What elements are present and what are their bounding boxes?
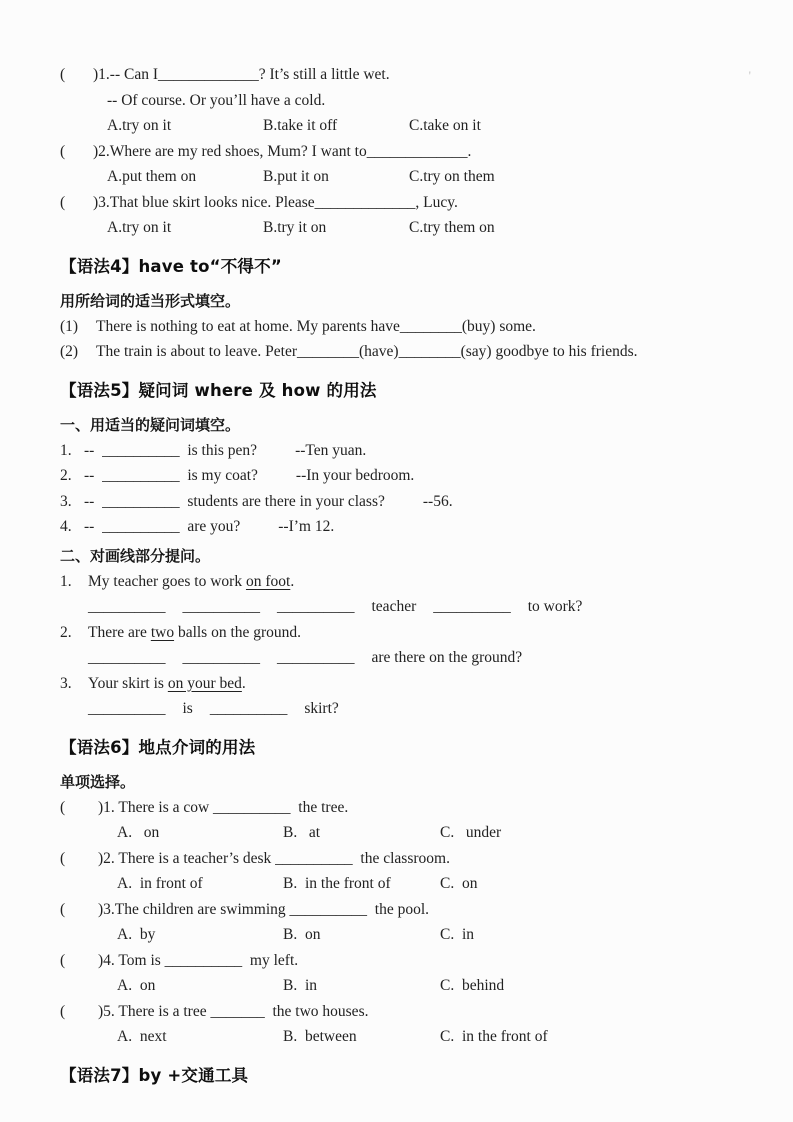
question-word-item-1 xyxy=(60,438,745,464)
option-c: C. in the front of xyxy=(440,1028,548,1045)
sentence-suffix: balls on the ground. xyxy=(174,623,302,641)
item-text: The train is about to leave. Peter________(have)________(say) goodbye to his friends. xyxy=(96,343,638,360)
item-number: 2. xyxy=(60,467,72,484)
question-text: )1.-- Can I_____________? It’s still a little wet. xyxy=(93,66,390,83)
options-row-3 xyxy=(60,922,745,948)
option-c: C. in xyxy=(440,926,475,943)
rewrite-item-1 xyxy=(60,569,745,595)
blank-token: __________ xyxy=(433,598,511,615)
word-token: are there on the ground? xyxy=(371,649,523,666)
underlined-phrase: two xyxy=(150,623,175,641)
question-word-item-4 xyxy=(60,514,745,540)
underlined-phrase: on your bed xyxy=(167,674,242,692)
options-row-2 xyxy=(60,871,745,897)
option-b: B. between xyxy=(283,1028,357,1045)
question-text-continued: -- Of course. Or you’ll have a cold. xyxy=(107,91,326,109)
option-b: B. in xyxy=(283,977,318,994)
option-b: B.try it on xyxy=(263,219,327,236)
section-grammar6 xyxy=(60,735,745,1050)
option-a: A. on xyxy=(117,824,160,841)
question-text: )2.Where are my red shoes, Mum? I want to_____________. xyxy=(93,142,472,160)
question-text: )3.The children are swimming __________ the pool. xyxy=(98,900,430,918)
item-answer: --56. xyxy=(422,492,453,510)
item-number: 4. xyxy=(60,518,72,535)
answer-bracket: ( xyxy=(60,1002,66,1020)
answer-bracket: ( xyxy=(60,66,66,83)
answer-bracket: ( xyxy=(60,900,66,918)
answer-bracket: ( xyxy=(60,193,66,211)
rewrite-answer-line-1 xyxy=(60,594,745,620)
option-c: C. under xyxy=(440,824,502,841)
item-question: -- __________ is my coat? xyxy=(84,467,258,484)
item-answer: --I’m 12. xyxy=(278,518,335,535)
section-title: 【语法7】by +交通工具 xyxy=(60,1065,249,1085)
option-a: A. on xyxy=(117,977,156,994)
section-grammar4 xyxy=(60,254,745,365)
fill-item-1 xyxy=(60,314,745,340)
sentence-suffix: . xyxy=(241,674,246,692)
question-text: )1. There is a cow __________ the tree. xyxy=(98,798,349,816)
question-word-item-3 xyxy=(60,489,745,515)
mc-question-3 xyxy=(60,897,745,923)
item-answer: --In your bedroom. xyxy=(295,467,415,484)
options-row-3 xyxy=(60,215,745,241)
word-token: skirt? xyxy=(304,700,339,717)
option-a: A. next xyxy=(117,1028,167,1045)
blank-token: __________ xyxy=(182,598,260,615)
section-grammar7 xyxy=(60,1063,745,1089)
word-token: to work? xyxy=(527,598,583,615)
instruction-text: 单项选择。 xyxy=(60,772,136,791)
item-number: 2. xyxy=(60,623,72,641)
options-row-5 xyxy=(60,1024,745,1050)
answer-bracket: ( xyxy=(60,951,66,969)
option-b: B. at xyxy=(283,824,321,841)
rewrite-answer-line-3 xyxy=(60,696,745,722)
scan-artifact: ' xyxy=(748,68,751,83)
item-number: (2) xyxy=(60,343,79,360)
answer-bracket: ( xyxy=(60,849,66,867)
option-b: B. in the front of xyxy=(283,875,391,892)
options-row-2 xyxy=(60,164,745,190)
word-token: is xyxy=(182,700,193,717)
option-a: A.put them on xyxy=(107,168,197,185)
question-text: )4. Tom is __________ my left. xyxy=(98,951,299,969)
mc-question-3 xyxy=(60,190,745,216)
item-question: -- __________ are you? xyxy=(84,518,241,535)
sentence-prefix: My teacher goes to work xyxy=(88,572,246,590)
blank-token: __________ xyxy=(88,700,166,717)
section-title: 【语法5】疑问词 where 及 how 的用法 xyxy=(60,380,377,400)
option-a: A. by xyxy=(117,926,156,943)
option-c: C.try them on xyxy=(409,219,495,236)
mc-question-4 xyxy=(60,948,745,974)
blank-token: __________ xyxy=(277,649,355,666)
rewrite-answer-line-2 xyxy=(60,645,745,671)
answer-bracket: ( xyxy=(60,798,66,816)
question-text: )3.That blue skirt looks nice. Please_____________, Lucy. xyxy=(93,193,458,211)
mc-question-2 xyxy=(60,846,745,872)
section-grammar5 xyxy=(60,378,745,722)
option-b: B.take it off xyxy=(263,117,338,134)
mc-question-2 xyxy=(60,139,745,165)
item-number: 3. xyxy=(60,674,72,692)
blank-token: __________ xyxy=(88,649,166,666)
section-title: 【语法6】地点介词的用法 xyxy=(60,737,256,757)
option-a: A.try on it xyxy=(107,117,172,134)
option-c: C.try on them xyxy=(409,168,495,185)
question-text: )5. There is a tree _______ the two houses. xyxy=(98,1002,369,1020)
underlined-phrase: on foot xyxy=(245,572,291,590)
option-a: A.try on it xyxy=(107,219,172,236)
word-token: teacher xyxy=(371,598,417,615)
blank-token: __________ xyxy=(277,598,355,615)
answer-bracket: ( xyxy=(60,142,66,160)
option-c: C. behind xyxy=(440,977,505,994)
item-question: -- __________ is this pen? xyxy=(84,441,258,459)
sentence-prefix: Your skirt is xyxy=(88,674,168,692)
rewrite-item-3 xyxy=(60,671,745,697)
instruction-text: 用所给词的适当形式填空。 xyxy=(60,291,241,310)
item-number: 3. xyxy=(60,492,72,510)
blank-token: __________ xyxy=(209,700,288,717)
mc-question-5 xyxy=(60,999,745,1025)
item-number: 1. xyxy=(60,441,72,459)
mc-question-1 xyxy=(60,795,745,821)
item-question: -- __________ students are there in your class? xyxy=(84,492,385,510)
item-text: There is nothing to eat at home. My parents have________(buy) some. xyxy=(96,317,536,335)
section-title: 【语法4】have to“不得不” xyxy=(60,256,282,276)
item-number: (1) xyxy=(60,317,79,335)
blank-token: __________ xyxy=(88,598,166,615)
fill-item-2 xyxy=(60,339,745,365)
mc-question-1 xyxy=(60,62,745,88)
option-c: C. on xyxy=(440,875,478,892)
sentence-suffix: . xyxy=(290,572,295,590)
option-a: A. in front of xyxy=(117,875,203,892)
option-b: B. on xyxy=(283,926,321,943)
sentence-prefix: There are xyxy=(88,623,151,641)
question-text: )2. There is a teacher’s desk __________ the classroom. xyxy=(98,849,450,867)
question-word-item-2 xyxy=(60,463,745,489)
part1-heading: 一、用适当的疑问词填空。 xyxy=(60,415,241,434)
item-number: 1. xyxy=(60,572,72,590)
option-b: B.put it on xyxy=(263,168,329,185)
options-row-4 xyxy=(60,973,745,999)
section-grammar3-mc xyxy=(60,62,745,241)
options-row-1 xyxy=(60,113,745,139)
option-c: C.take on it xyxy=(409,117,481,134)
item-answer: --Ten yuan. xyxy=(295,441,367,459)
options-row-1 xyxy=(60,820,745,846)
part2-heading: 二、对画线部分提问。 xyxy=(60,546,211,565)
rewrite-item-2 xyxy=(60,620,745,646)
blank-token: __________ xyxy=(182,649,260,666)
